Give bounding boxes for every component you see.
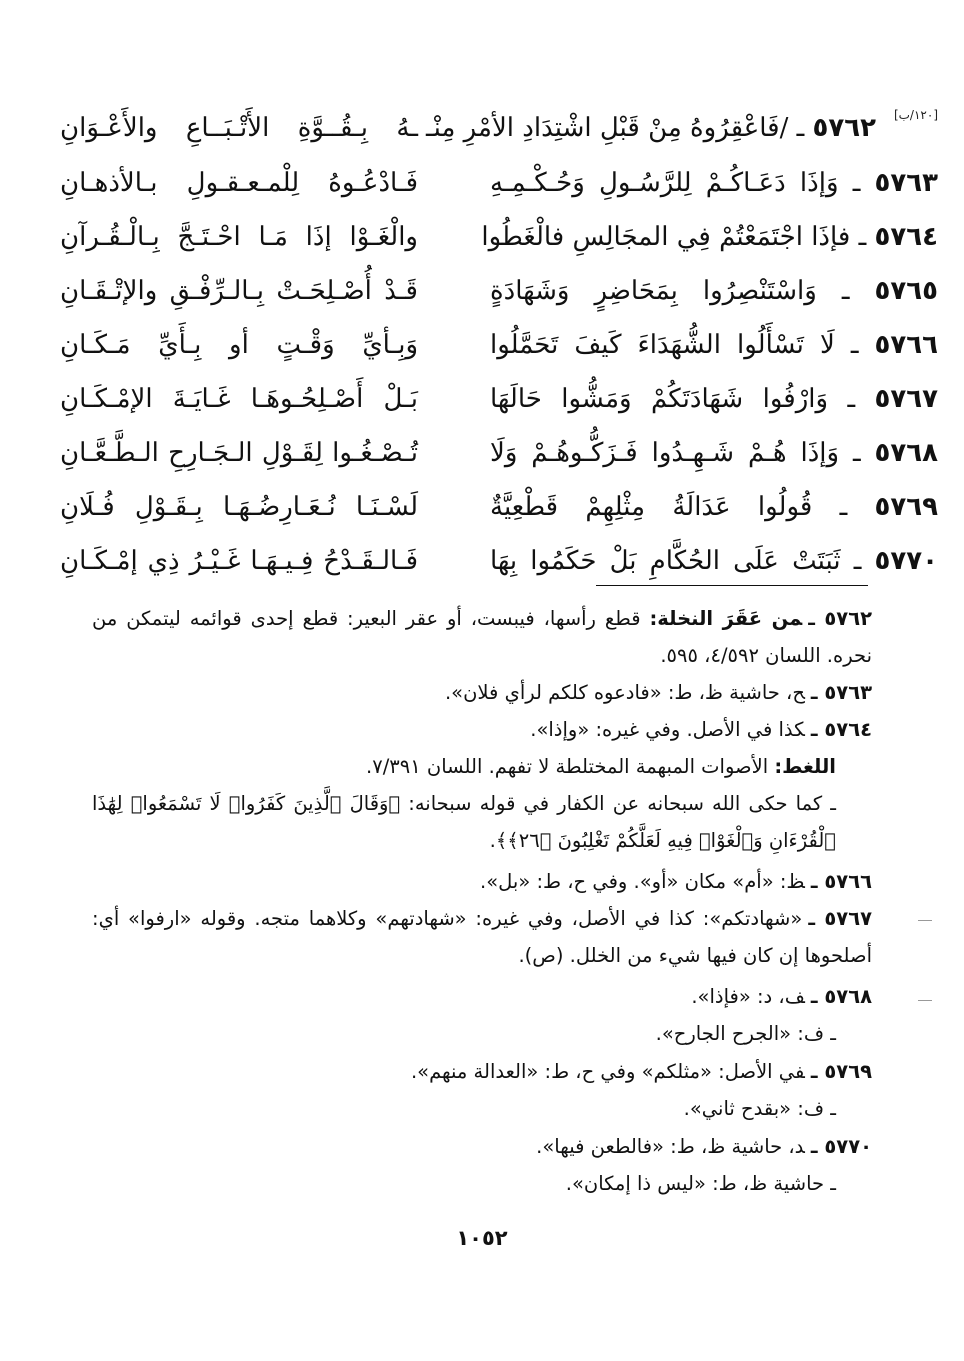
- verse-line: [60, 533, 938, 589]
- verse-text: وَاسْتَنْصِرُوا بِمَحَاضِرٍ وَشَهَادَةٍ: [490, 276, 817, 306]
- verse-hemistich-first: ٥٧٦٤ ـ فإذَا اجْتَمَعْتُمْ فِي المجَالِسِ فالْغَطُوا: [481, 222, 938, 252]
- verse-hemistich-first: ٥٧٦٨ ـ وَإذَا هُـمْ شَـهِـدُوا فَـزَكُّـوهُـمْ وَلَا: [490, 438, 938, 468]
- footnote-continuation: [92, 1015, 836, 1052]
- verse-number: ٥٧٦٤: [874, 222, 938, 252]
- footnote-text: «شهادتكم»: كذا في الأصل، وفي غيره: «شهادتهم» وكلاهما متجه. وقوله «ارفوا» أي: أصلحوها إن كان فيها شيء من الخلل. (ص).: [92, 907, 872, 967]
- footnote-text: قطع رأسها، فيبست، أو عقر البعير: قطع إحدى قوائمه ليتمكن من نحره. اللسان ٤/٥٩٢، ٥٩٥.: [92, 607, 872, 667]
- verse-hemistich-second: ـهُ بِـقُــوَّةِ الأَتْـبَــاعِ والأَعْـوَانِ: [60, 113, 418, 143]
- verse-hemistich-second: تُـصْـغُـوا لِقَـوْلِ الـجَـارِحِ الـطَّـعَّـانِ: [60, 438, 418, 468]
- verse-hemistich-second: بَـلْ أَصْـلِحُـوهَـا غَـايَـةَ الإمْـكَـانِ: [60, 384, 418, 414]
- verse-hemistich-second: فَـالـقَـدْحُ فِـيـهَـا غَـيْـرُ ذِي إمْـكَـانِ: [60, 546, 418, 576]
- verse-hemistich-first: ٥٧٦٦ ـ لَا تَسْأَلُوا الشُّهَدَاءَ كَيفَ تَحَمَّلُوا: [490, 330, 938, 360]
- footnote-continuation: [92, 748, 836, 785]
- footnote-text: الأصوات المبهمة المختلطة لا تفهم. اللسان ٧/٣٩١.: [366, 755, 775, 778]
- verse-number: ٥٧٦٣: [874, 168, 938, 198]
- verse-text: لَا تَسْأَلُوا الشُّهَدَاءَ كَيفَ تَحَمَّلُوا: [490, 330, 835, 360]
- verse-hemistich-first: ٥٧٦٥ ـ وَاسْتَنْصِرُوا بِمَحَاضِرٍ وَشَهَادَةٍ: [490, 276, 938, 306]
- verse-hemistich-first: ٥٧٦٩ ـ قُولُوا عَدَالَةُ مِثْلِهِمْ قَطْعِيَّةٌ: [490, 492, 938, 522]
- verse-line: [60, 100, 938, 156]
- verse-text: فإذَا اجْتَمَعْتُمْ فِي المجَالِسِ فالْغَطُوا: [481, 222, 851, 252]
- verse-number: ٥٧٧٠: [874, 546, 938, 576]
- footnote-text: ـ حاشية ظ، ط: «ليس ذا إمكان».: [565, 1172, 836, 1195]
- footnote-number: ٥٧٧٠ ـ: [810, 1135, 872, 1158]
- footnote-number: ٥٧٦٧ ـ: [808, 907, 872, 930]
- footnote: [92, 900, 872, 974]
- footnote-continuation: [92, 1165, 836, 1202]
- verse-number: ٥٧٦٦: [874, 330, 938, 360]
- footnote-term: من عَقَرَ النخلة:: [649, 607, 803, 630]
- footnote-text: في الأصل: «مثلكم» وفي ح، ط: «العدالة منهم».: [410, 1060, 805, 1083]
- verse-text: ثَبَتَتْ عَلَى الحُكَّامِ بَلْ حَكَمُوا بِهَا: [490, 546, 841, 576]
- verse-line: [60, 479, 938, 535]
- footnote-number: ٥٧٦٦ ـ: [810, 870, 872, 893]
- footnote: [92, 600, 872, 674]
- verse-hemistich-second: وَبِـأيِّ وَقْـتٍ أو بِـأَيِّ مَـكَـانِ: [60, 330, 418, 360]
- footnote-number: ٥٧٦٩ ـ: [810, 1060, 872, 1083]
- verse-line: [60, 371, 938, 427]
- footnote-continuation: [92, 785, 836, 859]
- verse-hemistich-first: ٥٧٦٢ ـ /فَاعْقِرُوهُ مِنْ قَبْلِ اشْتِدَادِ الأمْرِ مِنْـ: [426, 113, 876, 143]
- verse-text: وَإذَا هُـمْ شَـهِـدُوا فَـزَكُّـوهُـمْ وَلَا: [490, 438, 840, 468]
- footnote-text: ظ: «أم» مكان «أو». وفي ح، ط: «بل».: [480, 870, 805, 893]
- verse-text: قُولُوا عَدَالَةُ مِثْلِهِمْ قَطْعِيَّةٌ: [490, 492, 813, 522]
- marginal-folio-ref: [١٢٠/ب]: [893, 108, 938, 122]
- footnote-text: ح، حاشية ظ، ط: «فادعوه كلكم لرأي فلان».: [444, 681, 805, 704]
- footnote-text: ف، د: «فإذا».: [691, 985, 805, 1008]
- footnote-text: ـ ف: «الجرح الجارح».: [655, 1022, 836, 1045]
- footnote-term: اللغط:: [774, 755, 836, 778]
- verse-hemistich-second: والْغَـوْا إذَا مَـا احْـتَـجَّ بِـالْـقُـرآنِ: [60, 222, 418, 252]
- footnote-number: ٥٧٦٨ ـ: [810, 985, 872, 1008]
- footnote-text: كذا في الأصل. وفي غيره: «وإذا».: [530, 718, 805, 741]
- verse-hemistich-first: ٥٧٦٣ ـ وَإذَا دَعَـاكُـمْ لِلرَّسُـولِ وَحُـكْـمِـهِ: [490, 168, 938, 198]
- footnote-text: د، حاشية ظ، ط: «فالطعن فيها».: [536, 1135, 805, 1158]
- verse-line: [60, 209, 938, 265]
- verse-text: وَارْفُوا شَهَادَتَكُمْ وَمَشُّوا حَالَهَا: [490, 384, 829, 414]
- verse-line: [60, 425, 938, 481]
- verse-number: ٥٧٦٢: [812, 113, 876, 143]
- page-number: ١٠٥٢: [456, 1226, 508, 1250]
- verse-hemistich-second: فَـادْعُـوهُ لِلْمـعـقـولِ بـالأذهـانِ: [60, 168, 418, 198]
- verse-line: [60, 317, 938, 373]
- footnote: [92, 674, 872, 711]
- verse-hemistich-second: لَسْـنَـا نُـعَـارِضُـهَـا بِـقَـوْلِ فُـلَانِ: [60, 492, 418, 522]
- verse-number: ٥٧٦٩: [874, 492, 938, 522]
- footnote-number: ٥٧٦٢ ـ: [808, 607, 872, 630]
- footnote: [92, 1128, 872, 1165]
- verse-text: وَإذَا دَعَـاكُـمْ لِلرَّسُـولِ وَحُـكْـمِـهِ: [490, 168, 839, 198]
- footnote-continuation: [92, 1090, 836, 1127]
- scan-edge-mark: [918, 920, 932, 921]
- verse-line: [60, 263, 938, 319]
- footnote: [92, 863, 872, 900]
- verse-line: [60, 155, 938, 211]
- footnote-text: ـ ف: «بقدح ثاني».: [683, 1097, 836, 1120]
- footnote-number: ٥٧٦٤ ـ: [810, 718, 872, 741]
- verse-hemistich-second: قَـدْ أُصْـلِحَـتْ بِـالـرِّفْـقِ والإتْـقَـانِ: [60, 276, 418, 306]
- footnote: [92, 1053, 872, 1090]
- footnote: [92, 978, 872, 1015]
- verse-number: ٥٧٦٨: [874, 438, 938, 468]
- verse-hemistich-first: ٥٧٦٧ ـ وَارْفُوا شَهَادَتَكُمْ وَمَشُّوا حَالَهَا: [490, 384, 938, 414]
- footnote: [92, 711, 872, 748]
- verse-number: ٥٧٦٧: [874, 384, 938, 414]
- verse-number: ٥٧٦٥: [874, 276, 938, 306]
- scan-edge-mark: [918, 1000, 932, 1001]
- verse-hemistich-first: ٥٧٧٠ ـ ثَبَتَتْ عَلَى الحُكَّامِ بَلْ حَكَمُوا بِهَا: [490, 546, 938, 576]
- verse-text: /فَاعْقِرُوهُ مِنْ قَبْلِ اشْتِدَادِ الأمْرِ مِنْـ: [426, 113, 789, 143]
- footnote-separator: [596, 585, 868, 586]
- footnote-number: ٥٧٦٣ ـ: [810, 681, 872, 704]
- footnote-text: ـ كما حكى الله سبحانه عن الكفار في قوله سبحانه: ﴿وَقَالَ ٱلَّذِينَ كَفَرُوا۟ لَا تَسْمَعُوا۟ لِهَٰذَا ٱلْقُرْءَانِ وَٱلْغَوْا۟ فِيهِ لَعَلَّكُمْ تَغْلِبُونَ ﴿٢٦﴾﴾.: [92, 792, 836, 852]
